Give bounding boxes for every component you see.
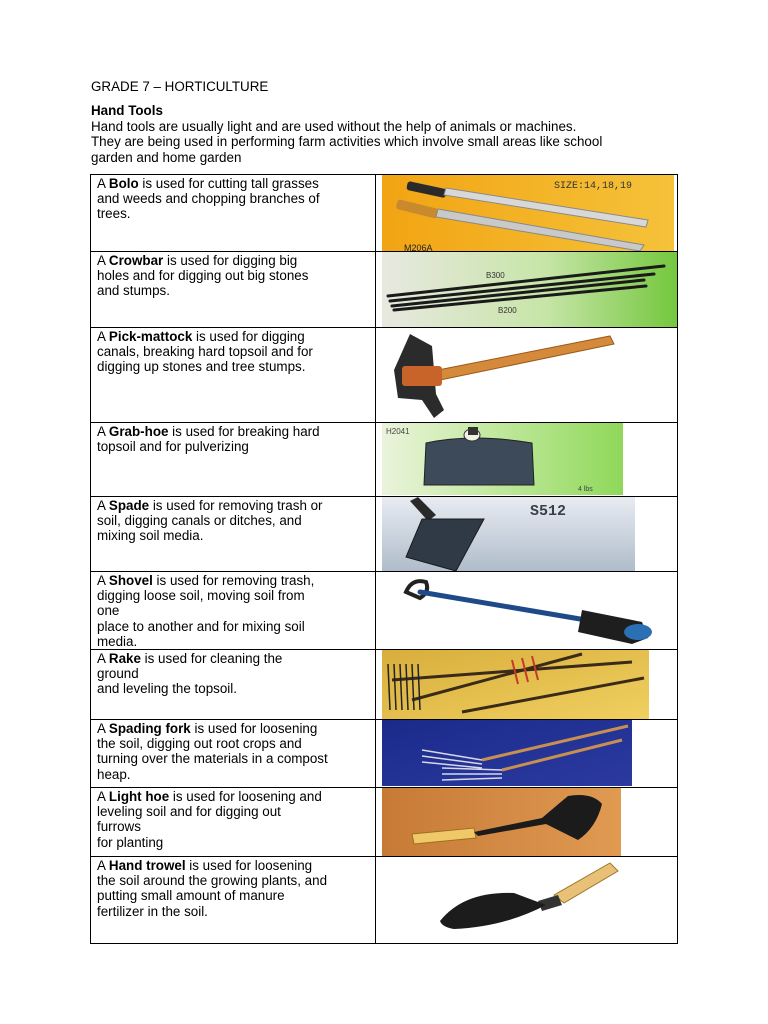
tool-name: Pick-mattock xyxy=(108,329,193,344)
table-row xyxy=(91,328,678,423)
tool-name: Crowbar xyxy=(108,253,164,268)
tool-image-cell xyxy=(376,788,678,857)
grab-hoe-image xyxy=(382,423,623,495)
tool-name: Spading fork xyxy=(108,721,191,737)
table-row xyxy=(91,175,678,252)
intro-line: garden and home garden xyxy=(91,149,242,165)
tool-description: A Pick-mattock is used for digging canals, breaking hard topsoil and for digging up stones and tree stumps. xyxy=(91,328,376,423)
tool-description: A Rake is used for cleaning the ground and leveling the topsoil. xyxy=(91,650,376,720)
light-hoe-image xyxy=(382,788,621,857)
tools-table xyxy=(90,174,678,944)
bolo-image xyxy=(382,175,674,251)
intro-line: They are being used in performing farm activities which involve small areas like school xyxy=(91,134,603,150)
table-row xyxy=(91,857,678,944)
table-row xyxy=(91,497,678,572)
tool-image-cell xyxy=(376,720,678,788)
spade-code-label: S512 xyxy=(530,503,567,520)
table-row xyxy=(91,423,678,497)
grab-hoe-weight-label: 4 lbs xyxy=(578,486,593,493)
pick-mattock-image xyxy=(388,330,618,420)
rake-image xyxy=(382,650,649,720)
tool-image-cell xyxy=(376,572,678,650)
spade-image xyxy=(382,497,635,571)
intro-line: Hand tools are usually light and are used without the help of animals or machines. xyxy=(91,119,577,134)
tool-name: Grab-hoe xyxy=(108,424,169,439)
tool-name: Rake xyxy=(108,651,141,667)
crowbar-code-label: B200 xyxy=(498,306,517,315)
tool-image-cell xyxy=(376,328,678,423)
table-row xyxy=(91,572,678,650)
tool-image-cell xyxy=(376,175,678,252)
tool-image-cell xyxy=(376,857,678,944)
page-heading: GRADE 7 – HORTICULTURE xyxy=(91,79,269,94)
tool-image-cell xyxy=(376,650,678,720)
tool-name: Shovel xyxy=(108,573,153,588)
bolo-code-label: M206A xyxy=(404,243,433,251)
spading-fork-image xyxy=(382,720,632,786)
tool-description: A Shovel is used for removing trash, digging loose soil, moving soil from one place to another and for mixing soil media. xyxy=(91,572,376,650)
hand-trowel-image xyxy=(434,857,624,929)
table-row xyxy=(91,788,678,857)
tool-description: A Crowbar is used for digging big holes and for digging out big stones and stumps. xyxy=(91,252,376,328)
tool-name: Light hoe xyxy=(108,789,170,805)
shovel-image xyxy=(396,576,666,644)
table-row xyxy=(91,720,678,788)
tool-image-cell xyxy=(376,497,678,572)
tool-description: A Bolo is used for cutting tall grasses and weeds and chopping branches of trees. xyxy=(91,175,376,252)
crowbar-image xyxy=(382,252,678,327)
tool-name: Hand trowel xyxy=(108,858,186,874)
tool-description: A Spade is used for removing trash or soil, digging canals or ditches, and mixing soil media. xyxy=(91,497,376,572)
tool-description: A Hand trowel is used for loosening the soil around the growing plants, and putting small amount of manure fertilizer in the soil. xyxy=(91,857,376,944)
tool-image-cell xyxy=(376,252,678,328)
table-row xyxy=(91,252,678,328)
tool-description: A Spading fork is used for loosening the soil, digging out root crops and turning over the materials in a compost heap. xyxy=(91,720,376,788)
tool-image-cell xyxy=(376,423,678,497)
tool-name: Bolo xyxy=(108,176,139,191)
tool-description: A Grab-hoe is used for breaking hard topsoil and for pulverizing xyxy=(91,423,376,497)
table-row xyxy=(91,650,678,720)
grab-hoe-code-label: H2041 xyxy=(386,427,410,436)
tool-description: A Light hoe is used for loosening and leveling soil and for digging out furrows for planting xyxy=(91,788,376,857)
tool-name: Spade xyxy=(108,498,150,513)
crowbar-size-label: B300 xyxy=(486,271,505,280)
section-title: Hand Tools xyxy=(91,103,163,118)
intro-paragraph xyxy=(91,119,691,165)
bolo-size-label: SIZE:14,18,19 xyxy=(554,181,633,192)
